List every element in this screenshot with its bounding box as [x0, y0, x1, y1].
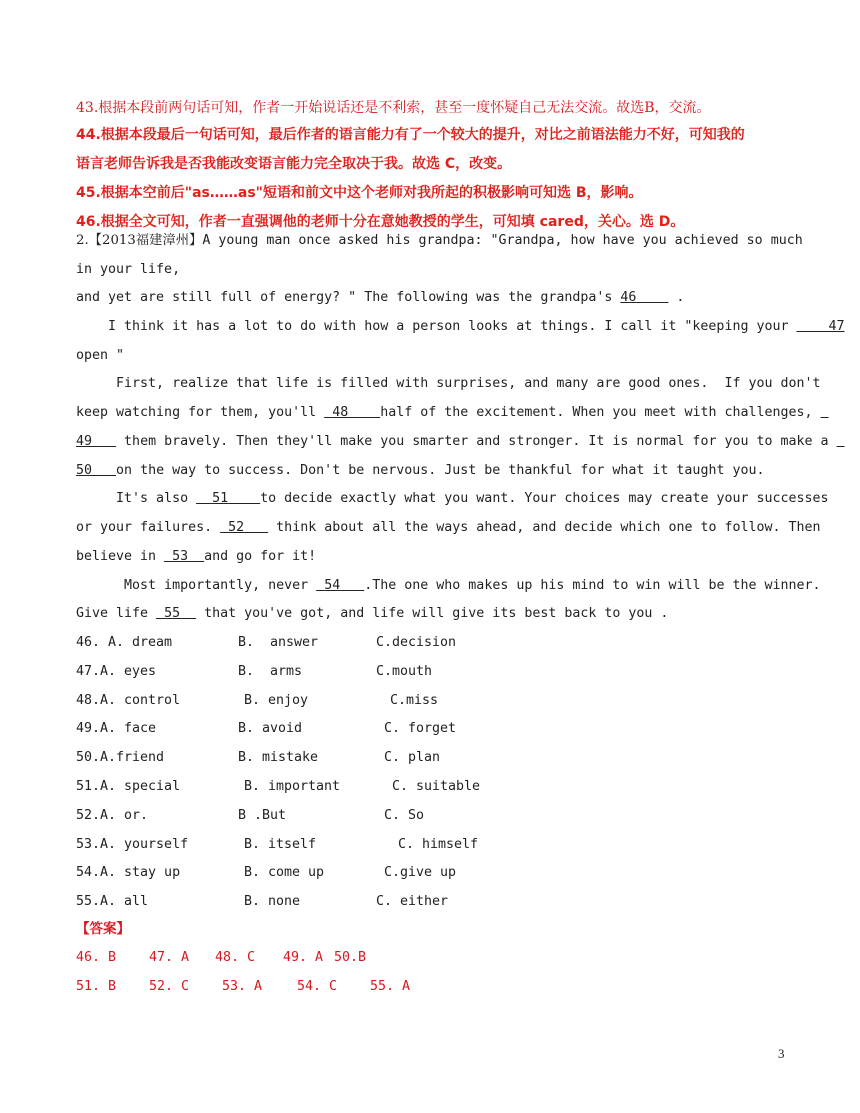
answer-item: 50.B — [334, 950, 367, 965]
option-55-c: C. either — [376, 894, 449, 910]
passage-line-10 — [76, 489, 829, 509]
blank-52: 52 — [228, 520, 245, 535]
passage-text: believe in — [76, 549, 165, 564]
passage-line-7 — [76, 403, 829, 423]
option-47-b: B. arms — [238, 663, 303, 679]
passage-line-13 — [76, 576, 821, 596]
option-49-c: C. forget — [384, 721, 457, 737]
passage-text: on the way to success. Don't be nervous. Just be thankful for what it taught you. — [116, 463, 765, 478]
passage-line-14 — [76, 604, 668, 624]
passage-text: .The one who makes up his mind to win will be the winner. — [364, 578, 821, 593]
passage-line-12 — [76, 547, 316, 567]
answer-item: 54. C — [297, 979, 338, 994]
option-53-c: C. himself — [398, 836, 479, 852]
option-47-c: C.mouth — [376, 663, 433, 679]
page-number: 3 — [778, 1046, 785, 1061]
answer-heading: 【答案】 — [76, 921, 130, 937]
answer-item: 53. A — [222, 979, 263, 994]
passage-line-8 — [76, 432, 845, 452]
passage-text: I think it has a lot to do with how a person looks at things. I call it "keeping your — [76, 319, 797, 334]
blank-54: 54 — [324, 578, 341, 593]
passage-text: think about all the ways ahead, and decide which one to follow. Then — [268, 520, 821, 535]
answer-item: 52. C — [149, 979, 190, 994]
passage-line-11 — [76, 518, 821, 538]
passage-text: to decide exactly what you want. Your choices may create your successes — [260, 491, 829, 506]
passage-line-6: First, realize that life is filled with surprises, and many are good ones. If you don't — [76, 376, 821, 391]
option-55-a: 55.A. all — [76, 894, 149, 910]
passage-text: A young man once asked his grandpa: "Grandpa, how have you achieved so much — [202, 233, 803, 248]
blank-50: 50 — [76, 463, 93, 478]
explanation-44-cont: 语言老师告诉我是否我能改变语言能力完全取决于我。故选 C，改变。 — [76, 156, 512, 172]
passage-text: . — [668, 290, 685, 305]
blank-47: 47 — [828, 319, 845, 334]
option-46-c: C.decision — [376, 635, 457, 650]
passage-line-5: open " — [76, 348, 125, 363]
blank-46: 46 — [620, 290, 637, 305]
passage-text: half of the excitement. When you meet with challenges, — [380, 405, 821, 420]
option-48-b: B. enjoy — [244, 692, 309, 708]
explanation-44: 44.根据本段最后一句话可知，最后作者的语言能力有了一个较大的提升，对比之前语法能力不好，可知我的 — [76, 127, 745, 143]
passage-text: Most importantly, never — [76, 578, 317, 593]
passage-line-9 — [76, 461, 764, 481]
answer-item: 46. B — [76, 950, 117, 965]
explanation-45: 45.根据本空前后"as……as"短语和前文中这个老师对我所起的积极影响可知选 B，影响。 — [76, 185, 643, 201]
answer-item: 51. B — [76, 979, 117, 994]
option-52-c: C. So — [384, 807, 425, 823]
answer-item: 47. A — [149, 950, 190, 965]
option-46-a: 46. A. dream — [76, 635, 173, 650]
option-48-a: 48.A. control — [76, 692, 181, 708]
blank-48: 48 — [332, 405, 349, 420]
option-54-a: 54.A. stay up — [76, 865, 181, 881]
blank-51: 51 — [212, 491, 229, 506]
passage-text: that you've got, and life will give its best back to you . — [196, 606, 669, 621]
passage-text: It's also — [76, 491, 197, 506]
option-51-a: 51.A. special — [76, 779, 181, 794]
option-54-c: C.give up — [384, 865, 457, 881]
option-53-a: 53.A. yourself — [76, 836, 189, 852]
option-49-b: B. avoid — [238, 721, 303, 737]
explanation-46: 46.根据全文可知，作者一直强调他的老师十分在意她教授的学生，可知填 cared，关心。选 D。 — [76, 214, 685, 230]
explanation-43: 43.根据本段前两句话可知，作者一开始说话还是不利索，甚至一度怀疑自己无法交流。故选B，交流。 — [76, 100, 711, 116]
blank-49: 49 — [76, 434, 93, 449]
passage-text: and go for it! — [204, 549, 317, 564]
passage-text: keep watching for them, you'll — [76, 405, 325, 420]
option-47-a: 47.A. eyes — [76, 663, 157, 679]
answer-item: 55. A — [370, 979, 411, 994]
option-49-a: 49.A. face — [76, 721, 157, 737]
blank-53: 53 — [172, 549, 189, 564]
passage-text: or your failures. — [76, 520, 221, 535]
option-52-a: 52.A. or. — [76, 807, 149, 823]
option-51-b: B. important — [244, 779, 341, 794]
passage-line-3 — [76, 288, 684, 308]
option-55-b: B. none — [244, 894, 301, 910]
passage-line-4 — [76, 317, 845, 337]
passage-line-2: in your life, — [76, 262, 181, 277]
option-51-c: C. suitable — [392, 779, 481, 794]
passage-line-1 — [76, 231, 803, 251]
option-52-b: B .But — [238, 807, 287, 823]
passage-source: 2.【2013福建漳州】 — [76, 233, 203, 248]
option-50-b: B. mistake — [238, 750, 319, 766]
passage-text: Give life — [76, 606, 157, 621]
blank-55: 55 — [164, 606, 181, 621]
option-53-b: B. itself — [244, 836, 317, 852]
passage-text: them bravely. Then they'll make you smarter and stronger. It is normal for you to make a — [116, 434, 837, 449]
answer-item: 48. C — [215, 950, 256, 965]
option-50-a: 50.A.friend — [76, 750, 165, 766]
answer-item: 49. A — [283, 950, 324, 965]
option-48-c: C.miss — [390, 692, 439, 708]
option-46-b: B. answer — [238, 635, 319, 650]
option-50-c: C. plan — [384, 750, 441, 766]
passage-text: and yet are still full of energy? " The following was the grandpa's — [76, 290, 621, 305]
option-54-b: B. come up — [244, 865, 325, 881]
